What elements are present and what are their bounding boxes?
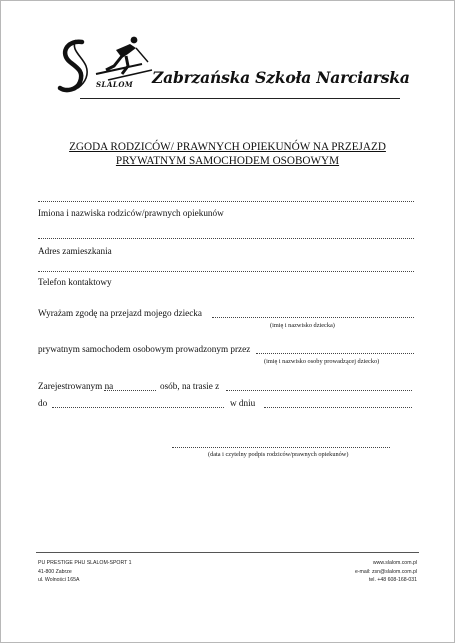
child-name-hint: (imię i nazwisko dziecka) bbox=[270, 322, 335, 329]
phone-label: Telefon kontaktowy bbox=[38, 277, 112, 287]
parents-name-label: Imiona i nazwiska rodziców/prawnych opiekunów bbox=[38, 208, 224, 218]
address-label: Adres zamieszkania bbox=[38, 246, 112, 256]
route-from-field[interactable] bbox=[226, 390, 412, 391]
phone-field[interactable] bbox=[38, 271, 414, 272]
slalom-skier-logo bbox=[56, 36, 156, 100]
footer-phone: tel. +48 608-168-031 bbox=[368, 577, 417, 584]
route-to-field[interactable] bbox=[52, 407, 224, 408]
day-label: w dniu bbox=[230, 398, 256, 408]
persons-route-text: osób, na trasie z bbox=[160, 381, 220, 391]
title-line-2: PRYWATNYM SAMOCHODEM OSOBOWYM bbox=[115, 154, 340, 167]
title-line-1: ZGODA RODZICÓW/ PRAWNYCH OPIEKUNÓW NA PRZEJAZD bbox=[69, 141, 386, 153]
header-divider bbox=[80, 98, 400, 99]
driver-name-hint: (imię i nazwisko osoby prowadzącej dziecko) bbox=[264, 358, 380, 365]
footer-company-name: PU PRESTIGE PHU SLALOM-SPORT 1 bbox=[38, 560, 132, 566]
footer-email: e-mail: zsn@slalom.com.pl bbox=[354, 568, 417, 575]
driver-name-field[interactable] bbox=[256, 353, 414, 354]
registered-text: Zarejestrowanym na bbox=[38, 381, 114, 391]
document-title bbox=[40, 141, 415, 168]
address-field[interactable] bbox=[38, 238, 414, 239]
parents-name-field[interactable] bbox=[38, 201, 414, 202]
school-name: Zabrzańska Szkoła Narciarska bbox=[152, 68, 410, 87]
route-to-label: do bbox=[38, 398, 48, 408]
persons-count-field[interactable] bbox=[104, 390, 156, 391]
footer-postal-city: 41-800 Zabrze bbox=[38, 568, 72, 575]
date-field[interactable] bbox=[264, 407, 412, 408]
signature-hint: (data i czytelny podpis rodziców/prawnych opiekunów) bbox=[208, 451, 349, 458]
car-text: prywatnym samochodem osobowym prowadzonym przez bbox=[38, 344, 251, 354]
footer-contact-info bbox=[355, 559, 417, 585]
signature-field[interactable] bbox=[172, 447, 390, 448]
footer-website: www.slalom.com.pl bbox=[372, 560, 417, 566]
footer-company-info bbox=[38, 559, 132, 585]
footer-divider bbox=[36, 552, 419, 553]
logo-wordmark: SLALOM bbox=[96, 80, 134, 89]
child-name-field[interactable] bbox=[212, 317, 414, 318]
footer-street: ul. Wolności 165A bbox=[38, 577, 80, 584]
consent-text: Wyrażam zgodę na przejazd mojego dziecka bbox=[38, 308, 202, 318]
